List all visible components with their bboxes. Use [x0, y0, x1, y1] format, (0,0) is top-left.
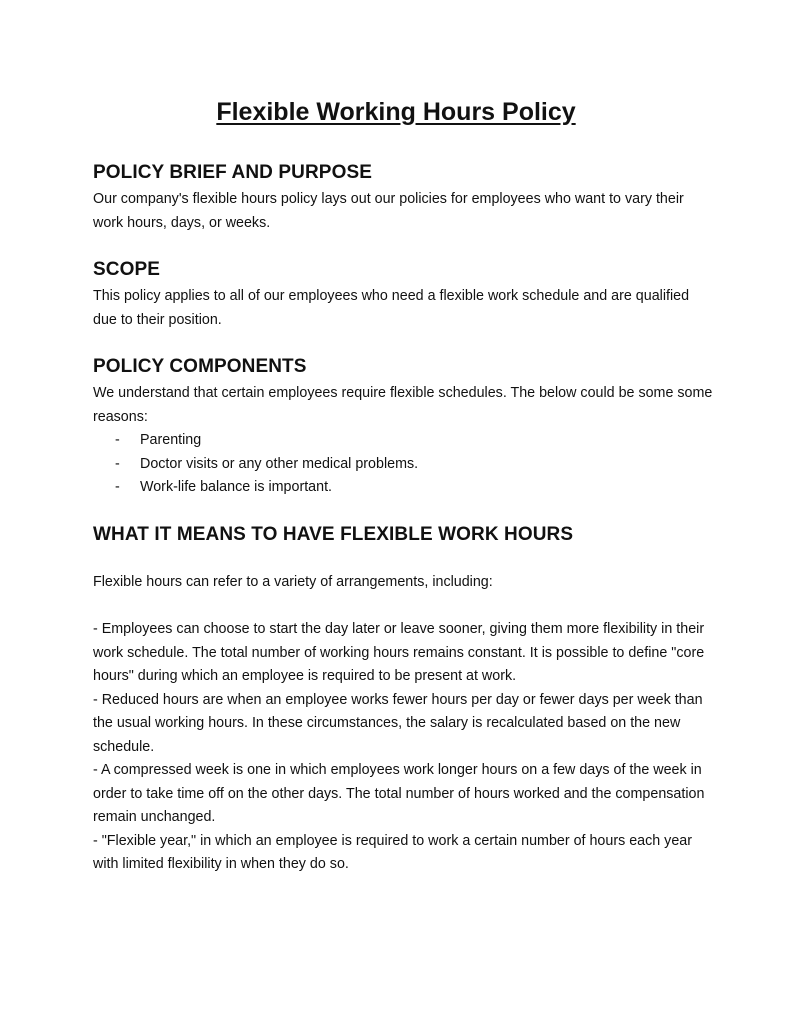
list-item: [93, 453, 713, 477]
arrangement-item: - Reduced hours are when an employee works fewer hours per day or fewer days per week than the usual working hours. In these circumstances, the salary is recalculated based on the new schedule.: [93, 691, 703, 755]
section-heading-flexible-meaning: WHAT IT MEANS TO HAVE FLEXIBLE WORK HOURS: [93, 523, 574, 545]
section-scope: [93, 257, 713, 332]
list-item-text: Work-life balance is important.: [140, 479, 333, 495]
list-item: [93, 429, 713, 453]
section-policy-brief: [93, 160, 713, 235]
dash-bullet: -: [115, 455, 120, 472]
section-flexible-meaning: [93, 522, 713, 877]
arrangement-item: - A compressed week is one in which employees work longer hours on a few days of the week in order to take time off on the other days. The total number of hours worked and the compensation remain unchanged.: [93, 762, 705, 825]
section-text-scope: This policy applies to all of our employees who need a flexible work schedule and are qualified due to their position.: [93, 288, 690, 328]
dash-bullet: -: [115, 479, 120, 495]
section-text-policy-brief: Our company's flexible hours policy lays out our policies for employees who want to vary their work hours, days, or weeks.: [93, 191, 684, 231]
section-policy-components: [93, 354, 713, 500]
arrangement-item: - "Flexible year," in which an employee is required to work a certain number of hours each year with limited flexibility in when they do so.: [93, 832, 692, 872]
blank-line: [93, 548, 713, 572]
section-heading-policy-brief: POLICY BRIEF AND PURPOSE: [93, 162, 372, 183]
list-item-text: Doctor visits or any other medical problems.: [140, 455, 419, 472]
section-intro-flexible-meaning: Flexible hours can refer to a variety of arrangements, including:: [93, 574, 493, 590]
dash-bullet: -: [115, 432, 120, 448]
list-item: [93, 476, 713, 500]
section-heading-policy-components: POLICY COMPONENTS: [93, 356, 307, 377]
list-item-text: Parenting: [140, 432, 202, 448]
document-title: Flexible Working Hours Policy: [216, 98, 576, 126]
document-body: [93, 160, 713, 899]
section-text-policy-components: We understand that certain employees require flexible schedules. The below could be some some reasons:: [93, 385, 713, 425]
arrangement-item: - Employees can choose to start the day later or leave sooner, giving them more flexibility in their work schedule. The total number of working hours remains constant. It is possible to define "core hours" during which an employee is required to be present at work.: [93, 621, 705, 684]
blank-line: [93, 595, 713, 619]
section-heading-scope: SCOPE: [93, 259, 161, 280]
reasons-list: [93, 429, 713, 500]
